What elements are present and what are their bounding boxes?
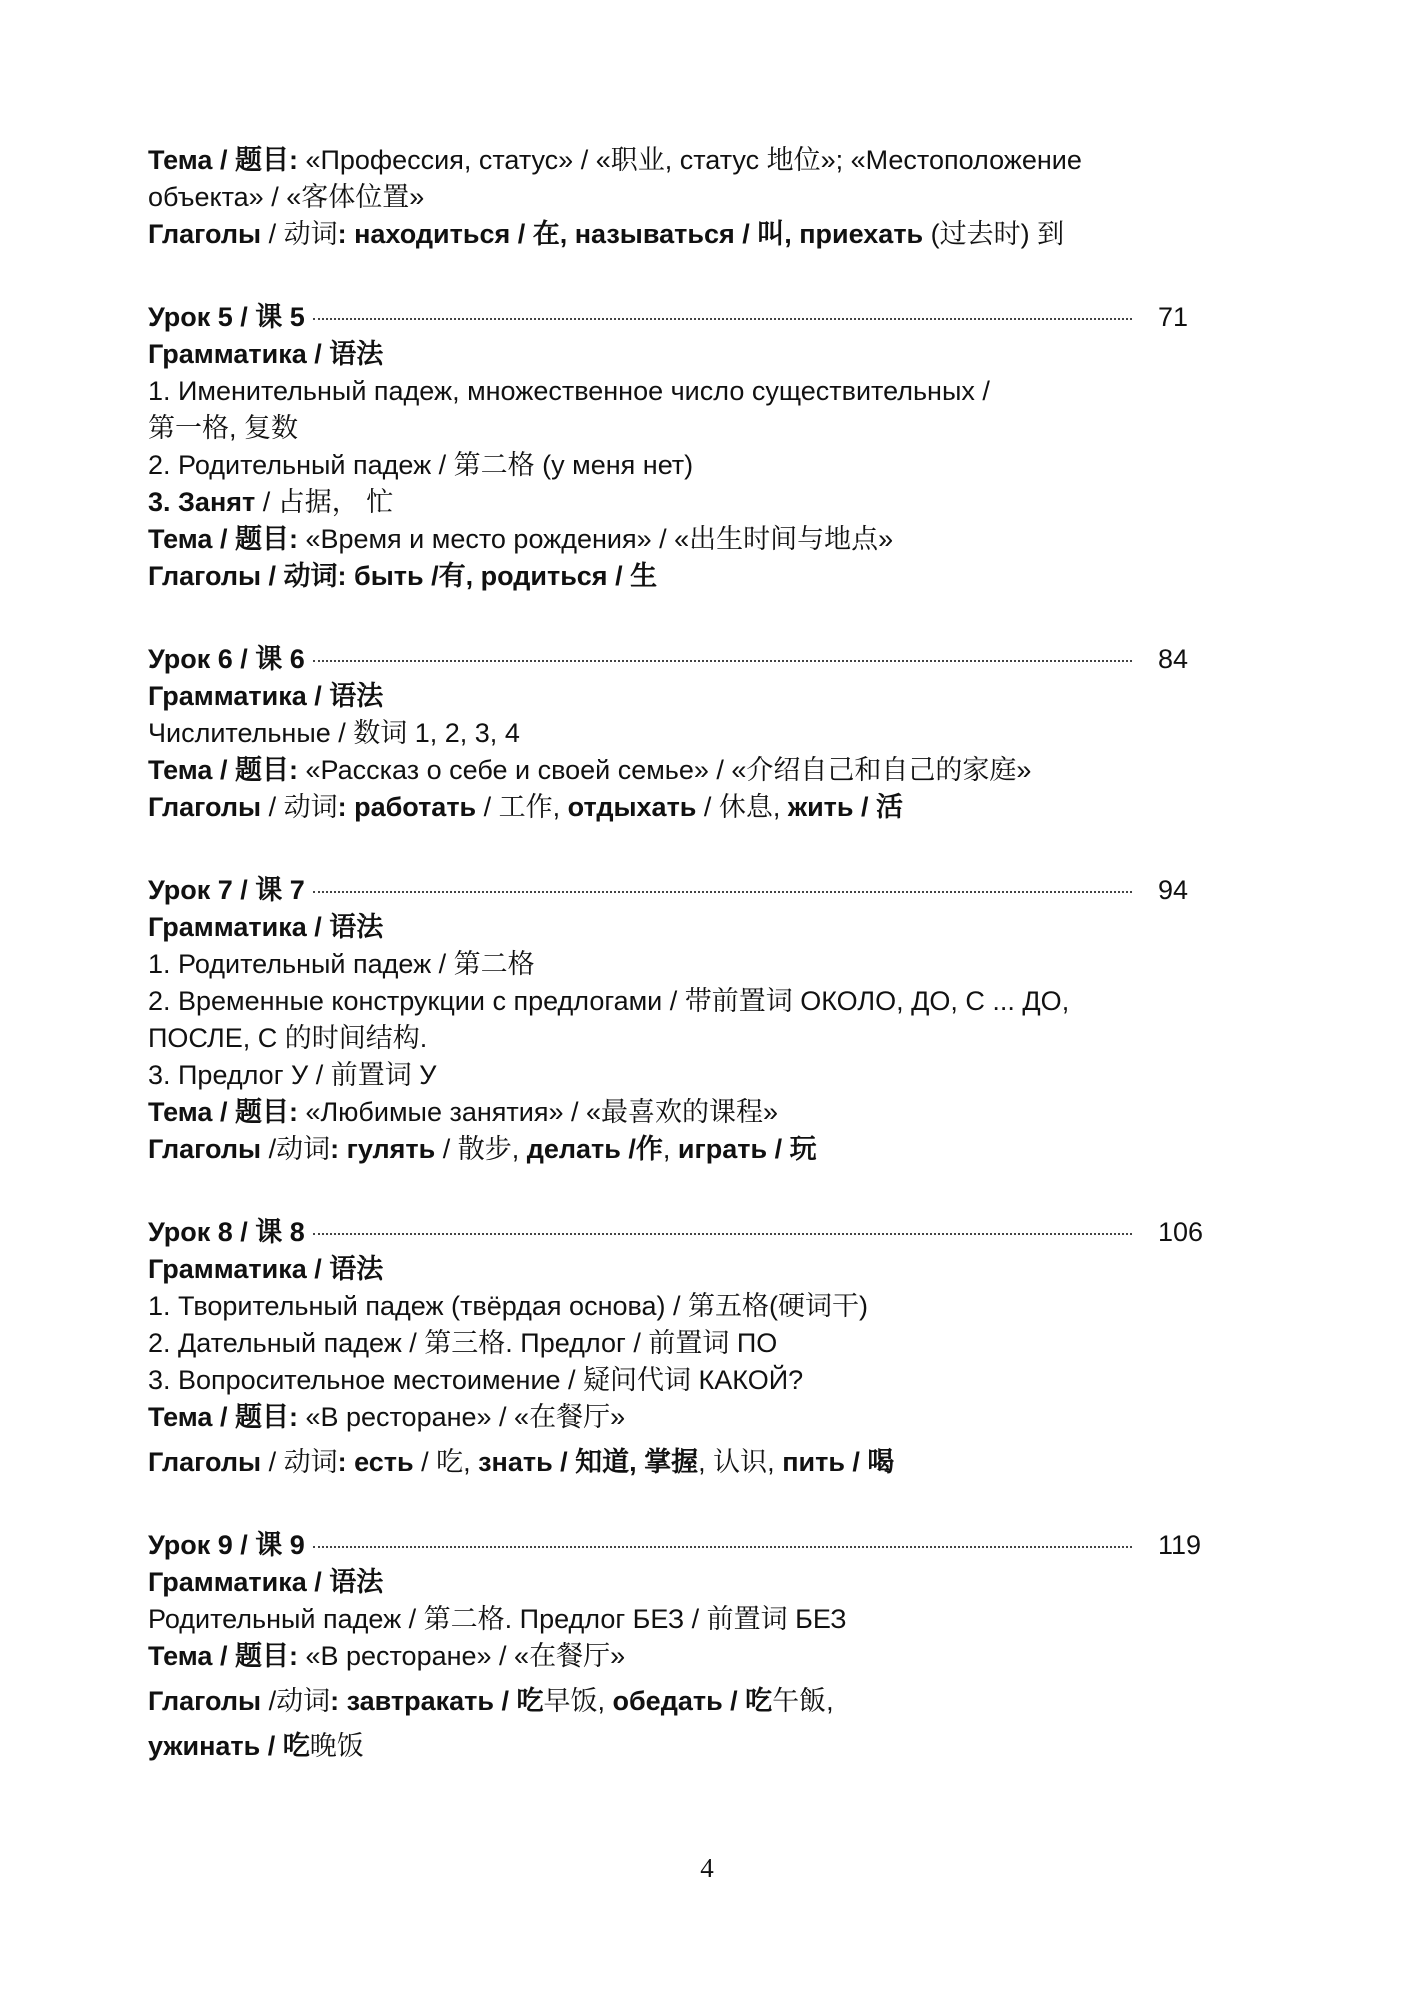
verbs-sep: / 动词 — [261, 219, 338, 249]
topic-text: «Рассказ о себе и своей семье» / «介绍自己和自己的家庭» — [297, 755, 1032, 785]
lesson-9 — [148, 1527, 1238, 1765]
intro-verbs-line — [148, 216, 1238, 253]
dot-leader — [313, 891, 1132, 893]
grammar-label: Грамматика / 语法 — [148, 681, 384, 711]
topic-text: «Время и место рождения» / «出生时间与地点» — [297, 524, 894, 554]
lesson-8 — [148, 1214, 1238, 1481]
verbs-line: Глаголы / 动词: работать / 工作, отдыхать / 休息, жить / 活 — [148, 792, 903, 822]
lesson-5 — [148, 299, 1238, 595]
verb-zh: (过去时) 到 — [923, 219, 1065, 249]
grammar-item: 1. Творительный падеж (твёрдая основа) / 第五格(硬词干) — [148, 1291, 869, 1321]
topic-text: «В ресторане» / «在餐厅» — [297, 1641, 626, 1671]
verb-ru: называться — [567, 219, 735, 249]
verbs-colon: : — [337, 219, 347, 249]
dot-leader — [313, 1233, 1132, 1235]
lesson-heading[interactable] — [148, 641, 1238, 678]
grammar-item: 第一格, 复数 — [148, 413, 299, 443]
topic-label: Тема / 题目: — [148, 1097, 298, 1127]
verbs-line-2: ужинать / 吃晚饭 — [148, 1731, 364, 1761]
lesson-title: Урок 7 / 课 7 — [148, 875, 305, 905]
grammar-label: Грамматика / 语法 — [148, 339, 384, 369]
topic-label: Тема / 题目: — [148, 1402, 298, 1432]
dot-leader — [313, 660, 1132, 662]
lesson-6 — [148, 641, 1238, 826]
lesson-page-number: 106 — [1158, 1217, 1204, 1247]
grammar-item: ПОСЛЕ, С 的时间结构. — [148, 1023, 428, 1053]
grammar-label: Грамматика / 语法 — [148, 1254, 384, 1284]
topic-line — [148, 1399, 1238, 1436]
topic-line — [148, 1638, 1238, 1675]
topic-text: «В ресторане» / «在餐厅» — [297, 1402, 626, 1432]
topic-line — [148, 521, 1238, 558]
grammar-item: Числительные / 数词 1, 2, 3, 4 — [148, 718, 520, 748]
lesson-heading[interactable] — [148, 1527, 1238, 1564]
lesson-title: Урок 6 / 课 6 — [148, 644, 305, 674]
verb-zh: / 在, — [510, 219, 568, 249]
lesson-page-number: 119 — [1158, 1530, 1202, 1560]
grammar-item: 3. Вопросительное местоимение / 疑问代词 КАКОЙ? — [148, 1365, 804, 1395]
grammar-item: 2. Временные конструкции с предлогами / 带前置词 ОКОЛО, ДО, С ... ДО, — [148, 986, 1070, 1016]
topic-label: Тема / 题目: — [148, 1641, 298, 1671]
grammar-item: 2. Родительный падеж / 第二格 (у меня нет) — [148, 450, 694, 480]
verbs-label: Глаголы — [148, 219, 262, 249]
lesson-heading[interactable] — [148, 299, 1238, 336]
grammar-item: 3. Предлог У / 前置词 У — [148, 1060, 437, 1090]
topic-label: Тема / 题目: — [148, 524, 298, 554]
page-number: 4 — [700, 1853, 714, 1883]
grammar-item: 1. Именительный падеж, множественное число существительных / — [148, 376, 990, 406]
grammar-item: Родительный падеж / 第二格. Предлог БЕЗ / 前置词 БЕЗ — [148, 1604, 847, 1634]
topic-line — [148, 1094, 1238, 1131]
lesson-page-number: 71 — [1158, 302, 1189, 332]
lesson-page-number: 94 — [1158, 875, 1189, 905]
lesson-page-number: 84 — [1158, 644, 1189, 674]
toc-page — [148, 142, 1238, 1765]
lesson-title: Урок 5 / 课 5 — [148, 302, 305, 332]
verb-ru: приехать — [791, 219, 924, 249]
verb-zh: / 叫, — [734, 219, 792, 249]
topic-line — [148, 752, 1238, 789]
grammar-label: Грамматика / 语法 — [148, 1567, 384, 1597]
intro-topic-line-1 — [148, 142, 1238, 179]
lesson-title: Урок 9 / 课 9 — [148, 1530, 305, 1560]
grammar-item: 2. Дательный падеж / 第三格. Предлог / 前置词 ПО — [148, 1328, 778, 1358]
topic-label: Тема / 题目: — [148, 755, 298, 785]
verb-ru: находиться — [346, 219, 511, 249]
topic-text: «Профессия, статус» / «职业, статус 地位»; «Местоположение — [297, 145, 1082, 175]
dot-leader — [313, 1546, 1132, 1548]
lesson-7 — [148, 872, 1238, 1168]
verbs-line: Глаголы /动词: гулять / 散步, делать /作, играть / 玩 — [148, 1134, 817, 1164]
lesson-title: Урок 8 / 课 8 — [148, 1217, 305, 1247]
lesson-heading[interactable] — [148, 872, 1238, 909]
topic-label: Тема / 题目: — [148, 145, 298, 175]
intro-topic-line-2 — [148, 179, 1238, 216]
verbs-line: Глаголы / 动词: быть /有, родиться / 生 — [148, 561, 658, 591]
verbs-line: Глаголы /动词: завтракать / 吃早饭, обедать / 吃午飯, — [148, 1686, 834, 1716]
topic-text-cont: объекта» / «客体位置» — [148, 182, 425, 212]
verbs-line: Глаголы / 动词: есть / 吃, знать / 知道, 掌握, 认识, пить / 喝 — [148, 1447, 895, 1477]
grammar-item: 1. Родительный падеж / 第二格 — [148, 949, 535, 979]
grammar-label: Грамматика / 语法 — [148, 912, 384, 942]
lesson-heading[interactable] — [148, 1214, 1238, 1251]
topic-text: «Любимые занятия» / «最喜欢的课程» — [297, 1097, 779, 1127]
grammar-item: 3. Занят / 占据， 忙 — [148, 487, 394, 517]
dot-leader — [313, 318, 1132, 320]
